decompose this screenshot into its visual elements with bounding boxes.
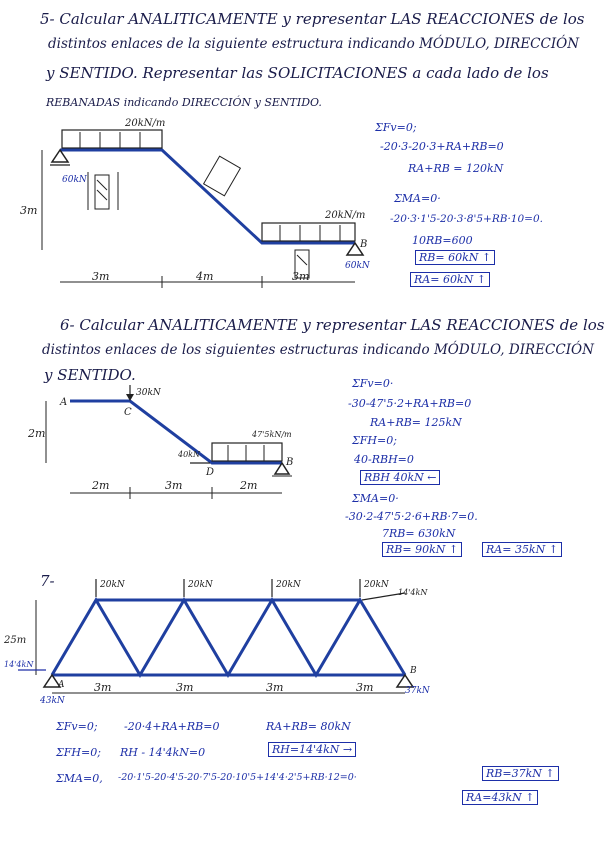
p7-load-1: 20kN xyxy=(100,580,125,590)
p7-eq-sum-fh: ΣFH=0; xyxy=(56,746,101,759)
p6-eq-fv-expanded: -30-47'5·2+RA+RB=0 xyxy=(348,397,472,410)
p7-load-4: 20kN xyxy=(364,580,389,590)
p7-span-3: 3m xyxy=(266,681,284,694)
p6-eq-sum-fv: ΣFv=0· xyxy=(352,377,394,390)
p7-eq-sum-fv: ΣFv=0; xyxy=(56,720,98,733)
p7-eq-ra-rb-sum: RA+RB= 80kN xyxy=(266,720,351,733)
p5-eq-ma-expanded: -20·3·1'5-20·3·8'5+RB·10=0. xyxy=(390,213,543,225)
p5-eq-sum-fv: ΣFv=0; xyxy=(375,121,417,134)
p5-structure-diagram xyxy=(0,110,380,300)
p5-eq-ra-rb-sum: RA+RB = 120kN xyxy=(408,162,504,175)
p6-load-d: 40kN xyxy=(178,450,201,459)
p5-force-a: 60kN xyxy=(62,175,87,185)
p6-eq-sum-fh: ΣFH=0; xyxy=(352,434,397,447)
p6-structure-diagram xyxy=(0,385,330,505)
p6-point-b: B xyxy=(286,457,294,468)
p5-result-rb: RB= 60kN ↑ xyxy=(415,250,495,265)
p5-point-b: B xyxy=(360,239,368,250)
p7-span-4: 3m xyxy=(356,681,374,694)
p6-result-rb: RB= 90kN ↑ xyxy=(382,542,462,557)
p6-eq-ma-expanded: -30·2-47'5·2·6+RB·7=0. xyxy=(345,510,478,523)
p6-eq-7rb: 7RB= 630kN xyxy=(382,527,456,540)
p6-point-a: A xyxy=(60,397,68,408)
p7-load-h: 14'4kN xyxy=(398,588,428,597)
p6-eq-ra-rb-sum: RA+RB= 125kN xyxy=(370,416,462,429)
p5-eq-fv-expanded: -20·3-20·3+RA+RB=0 xyxy=(380,140,504,153)
p6-eq-fh-expanded: 40-RBH=0 xyxy=(354,453,414,466)
p6-span-3: 2m xyxy=(240,479,258,492)
p6-statement-line3: y SENTIDO. xyxy=(44,366,136,384)
p5-statement-line2: distintos enlaces de la siguiente estructura indicando MÓDULO, DIRECCIÓN xyxy=(48,36,580,52)
p7-eq-sum-ma: ΣMA=0, xyxy=(56,772,103,785)
p7-span-1: 3m xyxy=(94,681,112,694)
p7-eq-fh-expanded: RH - 14'4kN=0 xyxy=(120,746,206,759)
p7-result-rh: RH=14'4kN → xyxy=(268,742,356,757)
p5-statement-line4: REBANADAS indicando DIRECCIÓN y SENTIDO. xyxy=(46,96,322,109)
p5-eq-10rb: 10RB=600 xyxy=(412,234,473,247)
p5-load-right: 20kN/m xyxy=(325,210,366,221)
p7-eq-fv-expanded: -20·4+RA+RB=0 xyxy=(124,720,220,733)
p5-eq-sum-ma: ΣMA=0· xyxy=(394,192,441,205)
p7-left-force: 14'4kN xyxy=(4,660,34,669)
p5-result-ra: RA= 60kN ↑ xyxy=(410,272,490,287)
p7-react-a: 43kN xyxy=(40,696,65,706)
p7-react-b: 37kN xyxy=(405,686,430,696)
p5-span-3: 3m xyxy=(292,270,310,283)
p7-load-2: 20kN xyxy=(188,580,213,590)
p5-force-b: 60kN xyxy=(345,261,370,271)
p5-span-1: 3m xyxy=(92,270,110,283)
p6-result-ra: RA= 35kN ↑ xyxy=(482,542,562,557)
p6-load-c: 30kN xyxy=(136,388,161,398)
p7-height-label: 25m xyxy=(4,635,27,646)
p7-point-b: B xyxy=(410,666,417,676)
p6-result-rbh: RBH 40kN ← xyxy=(360,470,440,485)
p7-truss-diagram xyxy=(0,575,460,710)
p5-statement-line1: 5- Calcular ANALITICAMENTE y representar LAS REACCIONES de los xyxy=(40,10,585,28)
p6-span-2: 3m xyxy=(165,479,183,492)
p5-statement-line3: y SENTIDO. Representar las SOLICITACIONES a cada lado de los xyxy=(46,64,549,82)
p7-eq-ma-expanded: -20·1'5-20·4'5-20·7'5-20·10'5+14'4·2'5+RB·12=0· xyxy=(118,772,357,783)
p7-point-a: A xyxy=(58,680,65,690)
p6-height-label: 2m xyxy=(28,427,46,440)
p7-result-rb: RB=37kN ↑ xyxy=(482,766,559,781)
p6-statement-line1: 6- Calcular ANALITICAMENTE y representar LAS REACCIONES de los xyxy=(60,316,605,334)
p6-load-dist: 47'5kN/m xyxy=(252,430,292,439)
p6-point-c: C xyxy=(124,407,132,418)
p7-span-2: 3m xyxy=(176,681,194,694)
p7-result-ra: RA=43kN ↑ xyxy=(462,790,538,805)
p6-point-d: D xyxy=(206,467,215,478)
p7-title: 7- xyxy=(40,572,55,590)
p5-height-label: 3m xyxy=(20,204,38,217)
p5-span-2: 4m xyxy=(196,270,214,283)
p6-eq-sum-ma: ΣMA=0· xyxy=(352,492,399,505)
p6-span-1: 2m xyxy=(92,479,110,492)
p6-statement-line2: distintos enlaces de los siguientes estructuras indicando MÓDULO, DIRECCIÓN xyxy=(42,342,594,358)
p5-load-top: 20kN/m xyxy=(125,118,166,129)
p7-load-3: 20kN xyxy=(276,580,301,590)
